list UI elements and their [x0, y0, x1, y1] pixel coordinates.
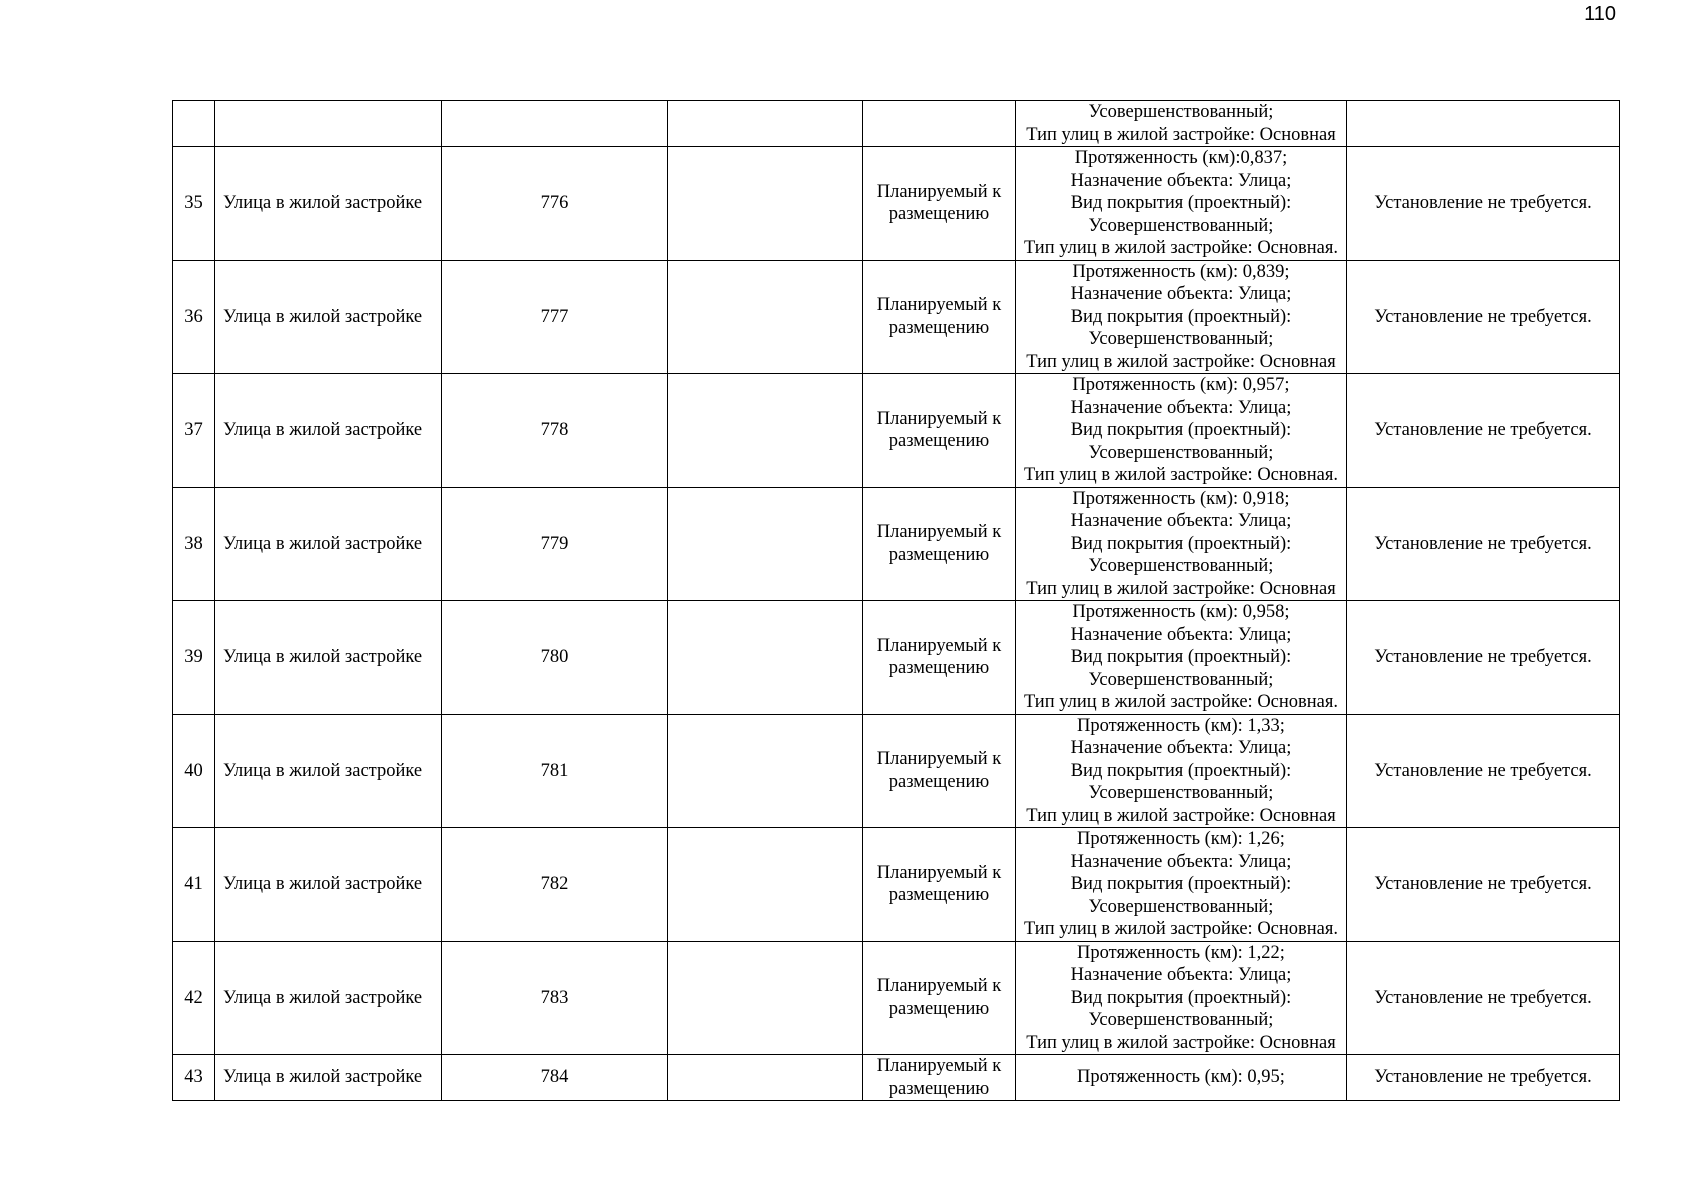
cell-code: 778	[442, 374, 668, 488]
cell-extra	[668, 1055, 863, 1101]
param-line: Усовершенствованный;	[1088, 783, 1274, 803]
cell-name: Улица в жилой застройке	[215, 374, 442, 488]
param-line: Вид покрытия (проектный):	[1070, 874, 1292, 894]
param-line: Протяженность (км): 1,33;	[1077, 715, 1285, 736]
cell-params	[1016, 374, 1347, 488]
param-line: Вид покрытия (проектный):	[1070, 420, 1292, 440]
cell-zone: Установление не требуется.	[1347, 714, 1620, 828]
cell-code: 781	[442, 714, 668, 828]
param-line: Назначение объекта: Улица;	[1070, 624, 1292, 645]
cell-num: 36	[173, 260, 215, 374]
param-line: Назначение объекта: Улица;	[1070, 738, 1292, 758]
param-line: Усовершенствованный;	[1088, 102, 1274, 122]
cell-extra	[668, 828, 863, 942]
cell-status: Планируемый к размещению	[863, 941, 1016, 1055]
cell-extra	[668, 601, 863, 715]
table-row-continued	[173, 101, 1620, 147]
param-line: Вид покрытия (проектный):	[1070, 533, 1292, 554]
param-line: Тип улиц в жилой застройке: Основная.	[1023, 238, 1339, 258]
cell-params	[1016, 1055, 1347, 1101]
param-line: Усовершенствованный;	[1088, 442, 1274, 463]
param-line: Протяженность (км): 0,839;	[1072, 261, 1290, 282]
cell-params	[1016, 101, 1347, 147]
cell-zone: Установление не требуется.	[1347, 1055, 1620, 1101]
cell-num	[173, 101, 215, 147]
cell-status: Планируемый к размещению	[863, 1055, 1016, 1101]
table-row	[173, 487, 1620, 601]
cell-code: 784	[442, 1055, 668, 1101]
cell-num: 42	[173, 941, 215, 1055]
param-line: Тип улиц в жилой застройке: Основная.	[1023, 692, 1339, 712]
param-line: Усовершенствованный;	[1088, 556, 1274, 576]
param-line: Вид покрытия (проектный):	[1070, 193, 1292, 213]
cell-status: Планируемый к размещению	[863, 828, 1016, 942]
cell-params	[1016, 147, 1347, 261]
param-line: Вид покрытия (проектный):	[1070, 306, 1292, 327]
cell-num: 40	[173, 714, 215, 828]
page-number: 110	[1584, 3, 1616, 25]
cell-code: 782	[442, 828, 668, 942]
cell-extra	[668, 941, 863, 1055]
cell-name: Улица в жилой застройке	[215, 828, 442, 942]
cell-num: 39	[173, 601, 215, 715]
cell-extra	[668, 714, 863, 828]
param-line: Протяженность (км): 0,95;	[1077, 1067, 1285, 1088]
cell-num: 35	[173, 147, 215, 261]
param-line: Вид покрытия (проектный):	[1070, 987, 1292, 1008]
table-row	[173, 714, 1620, 828]
cell-status: Планируемый к размещению	[863, 601, 1016, 715]
table-row	[173, 828, 1620, 942]
cell-code: 780	[442, 601, 668, 715]
param-line: Назначение объекта: Улица;	[1070, 397, 1292, 418]
cell-code	[442, 101, 668, 147]
cell-name: Улица в жилой застройке	[215, 487, 442, 601]
param-line: Назначение объекта: Улица;	[1070, 965, 1292, 985]
cell-zone: Установление не требуется.	[1347, 828, 1620, 942]
cell-zone	[1347, 101, 1620, 147]
param-line: Усовершенствованный;	[1088, 896, 1274, 917]
cell-num: 43	[173, 1055, 215, 1101]
cell-params	[1016, 828, 1347, 942]
cell-params	[1016, 260, 1347, 374]
cell-params	[1016, 714, 1347, 828]
param-line: Протяженность (км): 0,958;	[1072, 602, 1290, 622]
cell-name: Улица в жилой застройке	[215, 260, 442, 374]
param-line: Протяженность (км): 1,22;	[1077, 942, 1285, 963]
param-line: Протяженность (км): 0,957;	[1072, 375, 1290, 395]
cell-params	[1016, 941, 1347, 1055]
cell-zone: Установление не требуется.	[1347, 147, 1620, 261]
cell-extra	[668, 260, 863, 374]
cell-name: Улица в жилой застройке	[215, 1055, 442, 1101]
cell-status: Планируемый к размещению	[863, 147, 1016, 261]
table-row	[173, 601, 1620, 715]
table-row	[173, 1055, 1620, 1101]
cell-num: 37	[173, 374, 215, 488]
cell-status: Планируемый к размещению	[863, 374, 1016, 488]
cell-code: 783	[442, 941, 668, 1055]
cell-extra	[668, 374, 863, 488]
cell-code: 777	[442, 260, 668, 374]
cell-code: 779	[442, 487, 668, 601]
param-line: Вид покрытия (проектный):	[1070, 760, 1292, 781]
cell-zone: Установление не требуется.	[1347, 601, 1620, 715]
param-line: Назначение объекта: Улица;	[1070, 511, 1292, 531]
param-line: Протяженность (км):0,837;	[1074, 148, 1288, 168]
cell-name: Улица в жилой застройке	[215, 147, 442, 261]
cell-zone: Установление не требуется.	[1347, 260, 1620, 374]
param-line: Тип улиц в жилой застройке: Основная	[1026, 578, 1336, 599]
cell-zone: Установление не требуется.	[1347, 487, 1620, 601]
param-line: Назначение объекта: Улица;	[1070, 170, 1292, 191]
param-line: Протяженность (км): 0,918;	[1072, 488, 1290, 509]
param-line: Тип улиц в жилой застройке: Основная	[1026, 124, 1336, 145]
cell-num: 41	[173, 828, 215, 942]
param-line: Вид покрытия (проектный):	[1070, 647, 1292, 667]
cell-code: 776	[442, 147, 668, 261]
param-line: Протяженность (км): 1,26;	[1077, 829, 1285, 849]
cell-extra	[668, 487, 863, 601]
cell-extra	[668, 147, 863, 261]
cell-params	[1016, 601, 1347, 715]
cell-num: 38	[173, 487, 215, 601]
table-row	[173, 260, 1620, 374]
objects-table	[172, 100, 1620, 1101]
param-line: Назначение объекта: Улица;	[1070, 851, 1292, 872]
param-line: Усовершенствованный;	[1088, 1010, 1274, 1030]
param-line: Тип улиц в жилой застройке: Основная	[1026, 1032, 1336, 1053]
table-row	[173, 374, 1620, 488]
param-line: Тип улиц в жилой застройке: Основная.	[1023, 465, 1339, 485]
cell-status: Планируемый к размещению	[863, 714, 1016, 828]
param-line: Тип улиц в жилой застройке: Основная	[1026, 351, 1336, 372]
cell-zone: Установление не требуется.	[1347, 374, 1620, 488]
cell-params	[1016, 487, 1347, 601]
param-line: Назначение объекта: Улица;	[1070, 284, 1292, 304]
cell-zone: Установление не требуется.	[1347, 941, 1620, 1055]
cell-name: Улица в жилой застройке	[215, 601, 442, 715]
table-body	[173, 101, 1620, 1101]
cell-name: Улица в жилой застройке	[215, 714, 442, 828]
param-line: Усовершенствованный;	[1088, 329, 1274, 349]
cell-name: Улица в жилой застройке	[215, 941, 442, 1055]
cell-status: Планируемый к размещению	[863, 487, 1016, 601]
cell-status	[863, 101, 1016, 147]
cell-extra	[668, 101, 863, 147]
cell-status: Планируемый к размещению	[863, 260, 1016, 374]
param-line: Тип улиц в жилой застройке: Основная	[1026, 805, 1336, 826]
table-row	[173, 147, 1620, 261]
param-line: Усовершенствованный;	[1088, 215, 1274, 236]
table-row	[173, 941, 1620, 1055]
cell-name	[215, 101, 442, 147]
param-line: Усовершенствованный;	[1088, 669, 1274, 690]
param-line: Тип улиц в жилой застройке: Основная.	[1023, 919, 1339, 939]
